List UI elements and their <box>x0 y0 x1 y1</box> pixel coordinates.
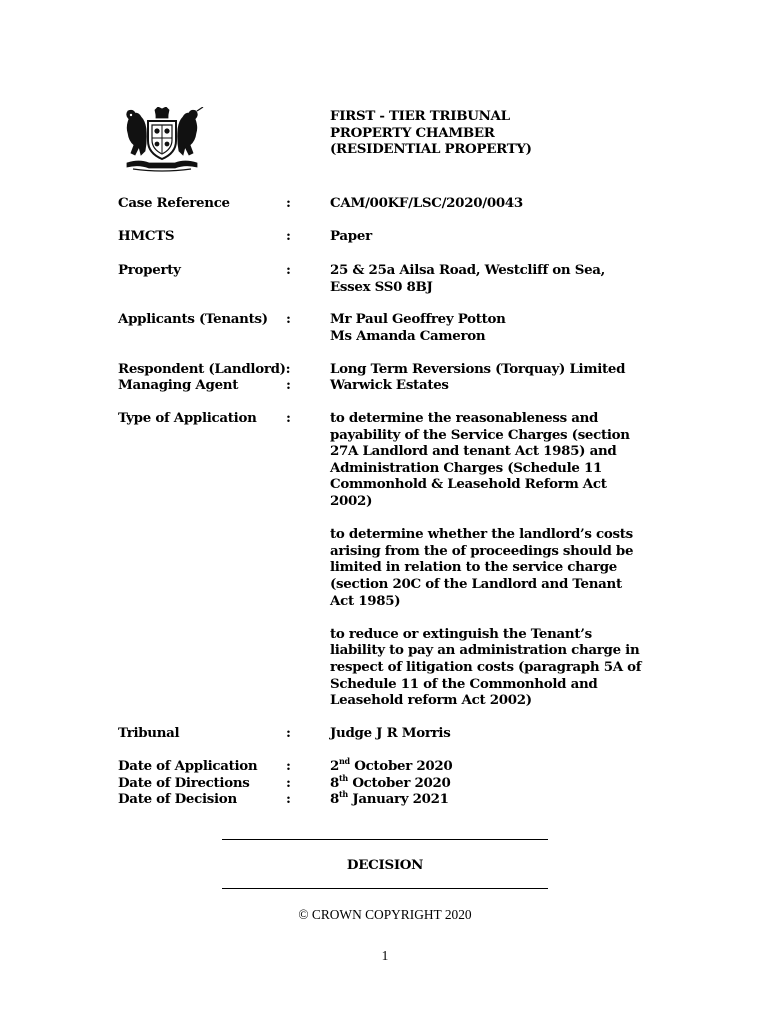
divider <box>222 839 548 840</box>
date-of-decision-label: Date of Decision <box>118 791 237 807</box>
hmcts-label: HMCTS <box>118 228 175 244</box>
paragraph-line: (section 20C of the Landlord and Tenant <box>330 575 622 592</box>
case-reference-label: Case Reference <box>118 195 230 211</box>
paragraph-line: limited in relation to the service charge <box>330 559 617 576</box>
application-paragraph <box>330 410 650 510</box>
colon: : <box>286 311 291 327</box>
colon: : <box>286 725 291 741</box>
heading-line: FIRST - TIER TRIBUNAL <box>330 108 510 124</box>
hmcts-value: Paper <box>330 228 372 244</box>
application-paragraph <box>330 526 650 609</box>
applicant-name: Mr Paul Geoffrey Potton <box>330 311 506 327</box>
case-reference-value: CAM/00KF/LSC/2020/0043 <box>330 195 523 211</box>
paragraph-line: to determine whether the landlord’s costs <box>330 526 633 543</box>
respondent-value: Long Term Reversions (Torquay) Limited <box>330 361 626 377</box>
date-of-directions-label: Date of Directions <box>118 775 250 791</box>
date-rest: January 2021 <box>347 791 449 807</box>
type-of-application-value <box>330 410 650 709</box>
date-suffix: th <box>339 772 348 783</box>
date-of-application-label: Date of Application <box>118 758 258 774</box>
paragraph-line: Schedule 11 of the Commonhold and <box>330 675 598 692</box>
tribunal-value: Judge J R Morris <box>330 725 451 741</box>
colon: : <box>286 410 291 426</box>
paragraph-line: arising from the of proceedings should be <box>330 542 634 559</box>
paragraph-line: liability to pay an administration charge in <box>330 642 640 659</box>
paragraph-line: Act 1985) <box>330 592 401 609</box>
paragraph-line: 2002) <box>330 492 373 509</box>
date-suffix: nd <box>339 755 350 766</box>
page-number: 1 <box>381 948 389 963</box>
property-line: Essex SS0 8BJ <box>330 278 433 295</box>
paragraph-line: Leasehold reform Act 2002) <box>330 692 532 709</box>
date-day: 8 <box>330 791 340 807</box>
date-rest: October 2020 <box>349 758 453 774</box>
paragraph-line: to determine the reasonableness and <box>330 410 599 426</box>
date-suffix: th <box>339 788 348 799</box>
paragraph-line: Commonhold & Leasehold Reform Act <box>330 476 607 493</box>
property-label: Property <box>118 262 181 278</box>
divider <box>222 888 548 889</box>
colon: : <box>286 377 291 393</box>
tribunal-label: Tribunal <box>118 725 180 741</box>
paragraph-line: to reduce or extinguish the Tenant’s <box>330 625 592 642</box>
application-paragraph <box>330 626 650 709</box>
property-value <box>330 262 650 295</box>
date-of-application-value <box>330 755 650 775</box>
heading-line: (RESIDENTIAL PROPERTY) <box>330 141 532 158</box>
property-line: 25 & 25a Ailsa Road, Westcliff on Sea, <box>330 262 606 278</box>
colon: : <box>286 775 291 791</box>
paragraph-line: payability of the Service Charges (section <box>330 426 630 443</box>
colon: : <box>286 228 291 244</box>
managing-agent-label: Managing Agent <box>118 377 239 393</box>
copyright-notice: © CROWN COPYRIGHT 2020 <box>298 907 472 922</box>
date-day: 2 <box>330 758 340 774</box>
date-rest: October 2020 <box>347 775 451 791</box>
paragraph-line: Administration Charges (Schedule 11 <box>330 459 603 476</box>
colon: : <box>286 195 291 211</box>
date-of-directions-value <box>330 772 650 792</box>
heading-line: PROPERTY CHAMBER <box>330 124 495 141</box>
tribunal-heading <box>330 108 532 158</box>
decision-title: DECISION <box>346 857 424 873</box>
paragraph-line: 27A Landlord and tenant Act 1985) and <box>330 443 617 460</box>
applicant-name: Ms Amanda Cameron <box>330 327 486 344</box>
paragraph-line: respect of litigation costs (paragraph 5A of <box>330 658 642 675</box>
applicants-label: Applicants (Tenants) <box>118 311 268 327</box>
managing-agent-value: Warwick Estates <box>330 377 449 393</box>
colon: : <box>286 791 291 807</box>
respondent-label: Respondent (Landlord): <box>118 361 291 377</box>
applicants-value <box>330 311 650 344</box>
colon: : <box>286 262 291 278</box>
royal-coat-of-arms-icon <box>119 107 205 173</box>
type-of-application-label: Type of Application <box>118 410 257 426</box>
date-of-decision-value <box>330 788 650 808</box>
colon: : <box>286 758 291 774</box>
date-day: 8 <box>330 775 340 791</box>
